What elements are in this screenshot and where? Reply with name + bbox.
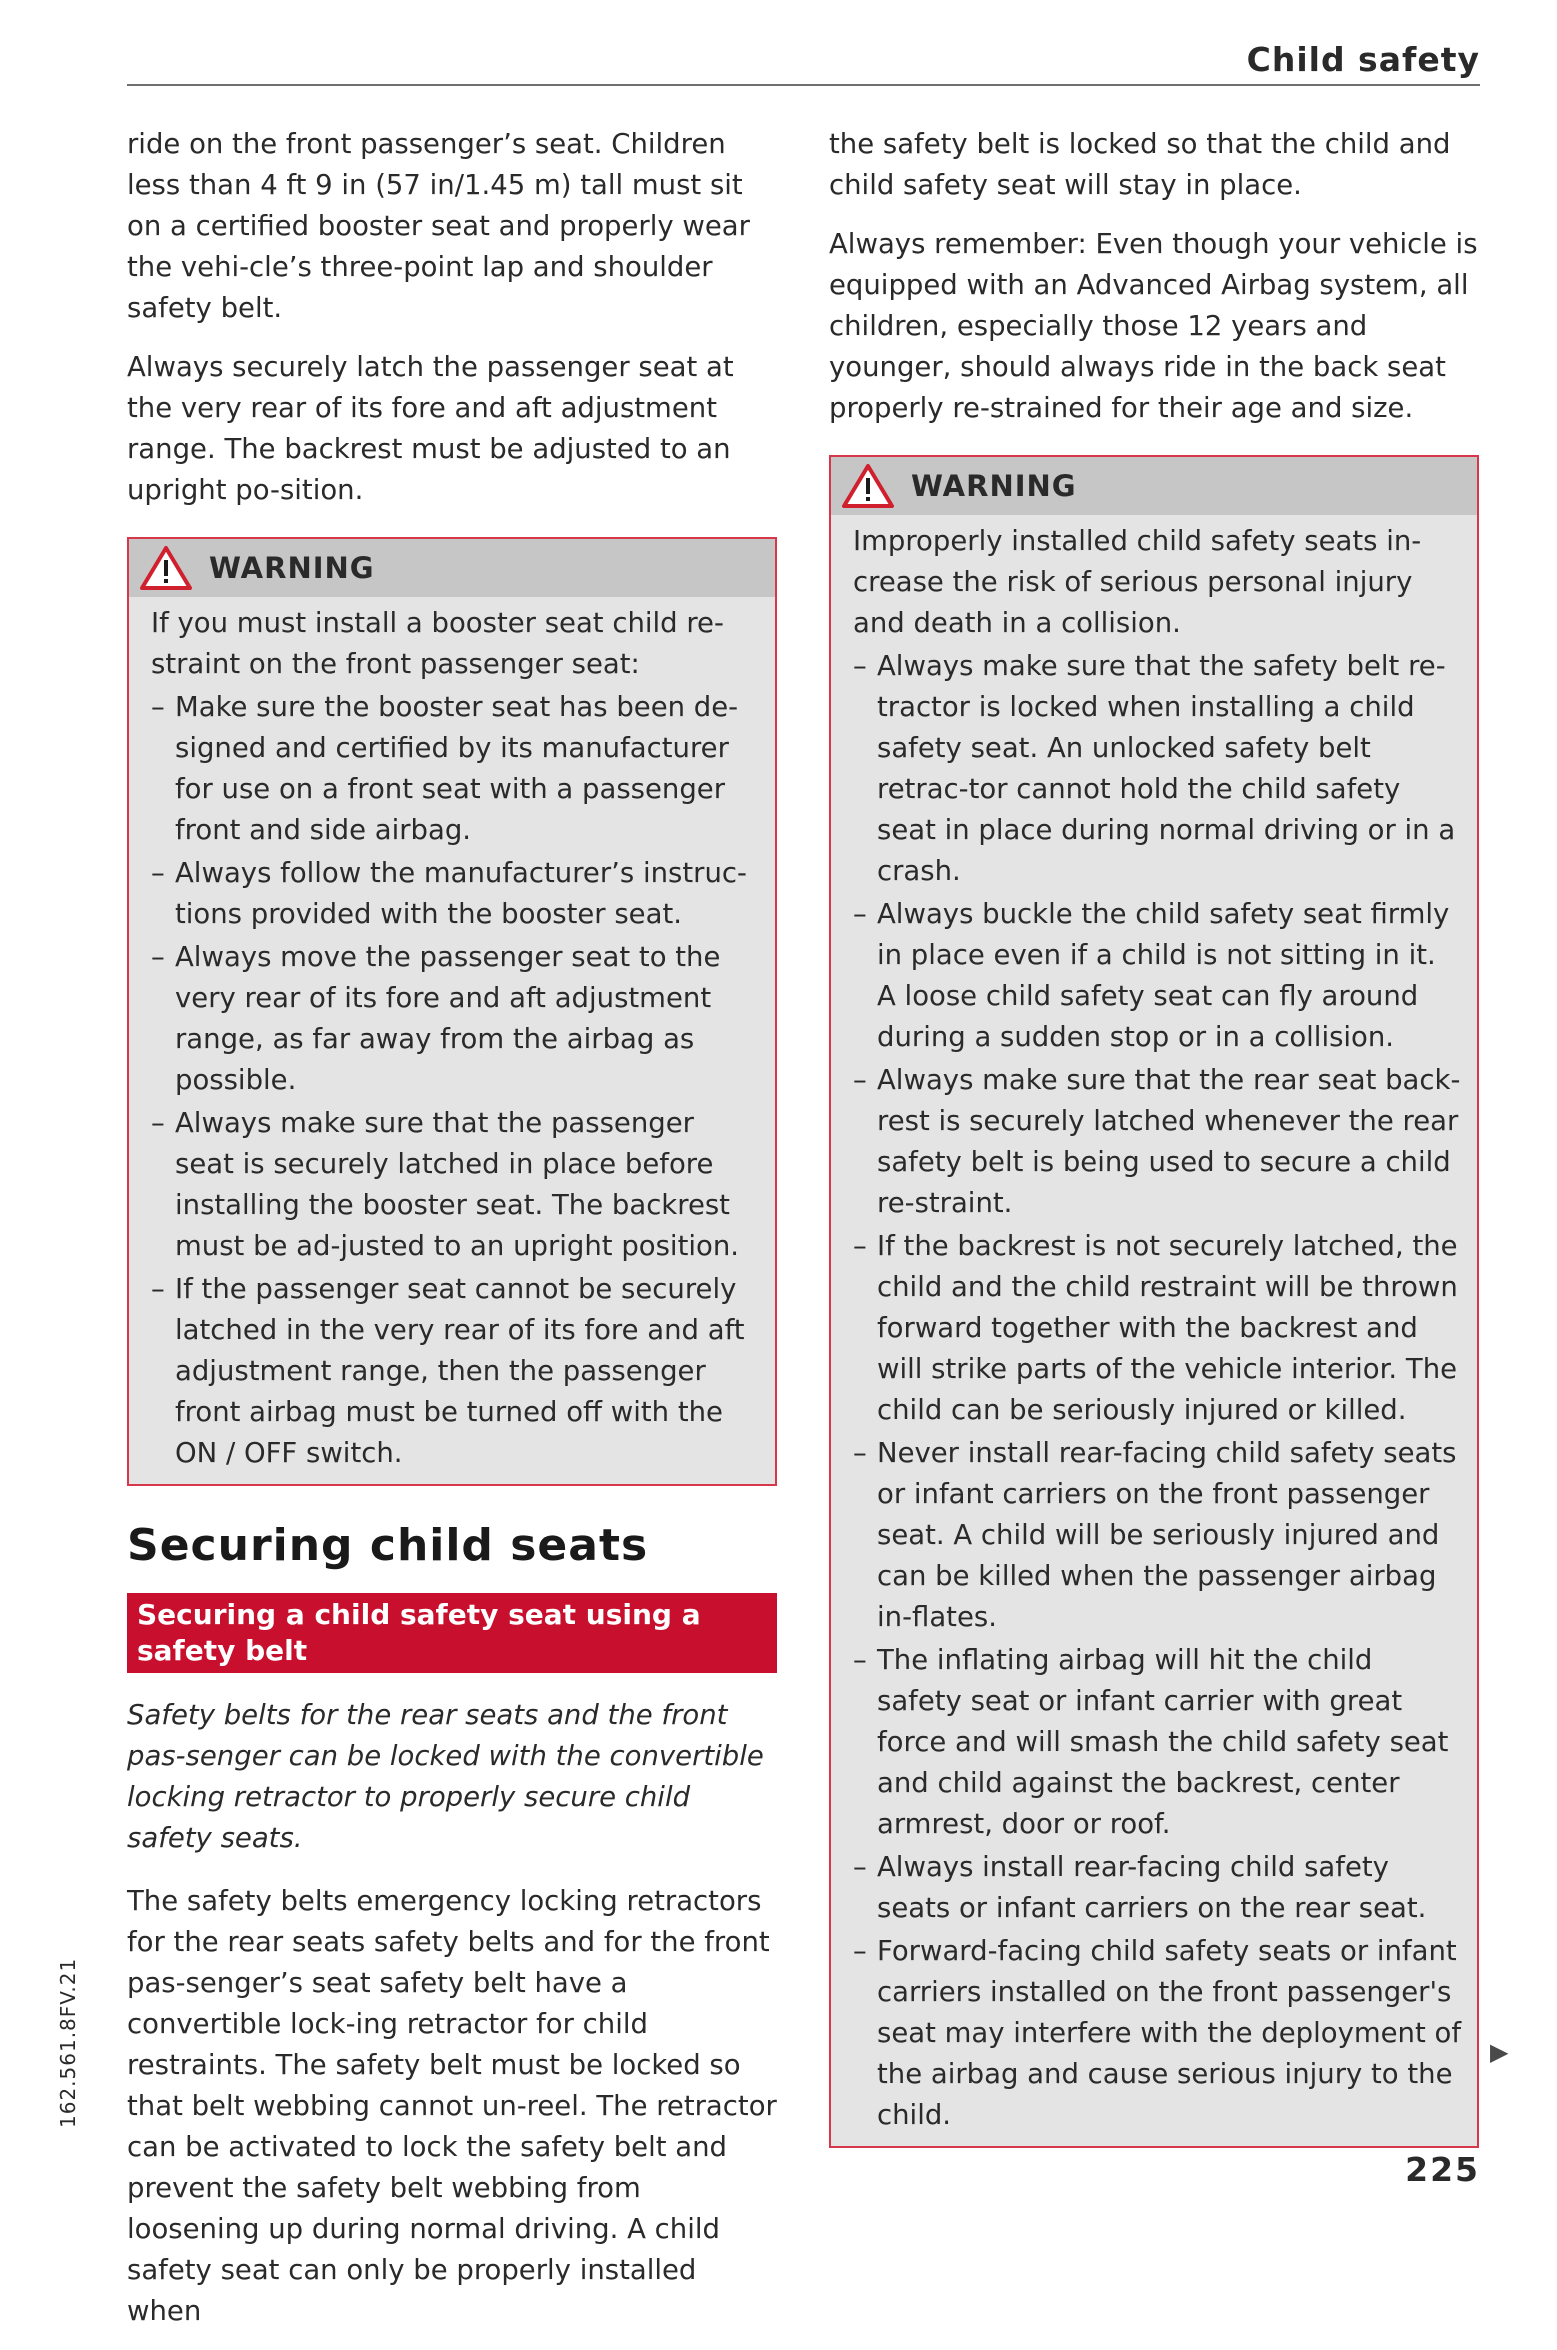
warning-box: [829, 455, 1479, 2148]
paragraph: ride on the front passenger’s seat. Children less than 4 ft 9 in (57 in/1.45 m) tall must sit on a certified booster seat and properly wear the vehi-cle’s three-point lap and shoulder safety belt.: [127, 128, 750, 324]
warning-header: [831, 457, 1477, 515]
paragraph: Always remember: Even though your vehicle is equipped with an Advanced Airbag system, all children, especially those 12 years and younger, should always ride in the back seat properly re-strained for their age and size.: [829, 228, 1478, 424]
list-item: – Always follow the manufacturer’s instruc-tions provided with the booster seat.: [151, 857, 747, 930]
warning-intro: Improperly installed child safety seats in-crease the risk of serious personal injury and death in a collision.: [853, 525, 1422, 639]
paragraph: Always securely latch the passenger seat at the very rear of its fore and aft adjustment range. The backrest must be adjusted to an upright po-sition.: [127, 351, 734, 506]
intro-paragraph: Safety belts for the rear seats and the front pas-senger can be locked with the convertible locking retractor to properly secure child safety seats.: [127, 1699, 764, 1854]
warning-body: [129, 597, 775, 1484]
warning-triangle-icon: [841, 463, 895, 509]
warning-header: [129, 539, 775, 597]
right-column: [829, 124, 1479, 2168]
list-item: – Forward-facing child safety seats or infant carriers installed on the front passenger's seat may interfere with the deployment of the airbag and cause serious injury to the child.: [853, 1935, 1462, 2131]
warning-box: [127, 537, 777, 1486]
left-column: [127, 124, 777, 2350]
page-number: 225: [1405, 2150, 1480, 2189]
list-item: – Always install rear-facing child safety seats or infant carriers on the rear seat.: [853, 1851, 1427, 1924]
list-item: – Make sure the booster seat has been de-signed and certified by its manufacturer for use on a front seat with a passenger front and side airbag.: [151, 691, 739, 846]
subsection-title: Securing a child safety seat using a safety belt: [127, 1593, 777, 1673]
list-item: – Always make sure that the rear seat back-rest is securely latched whenever the rear safety belt is being used to secure a child re-straint.: [853, 1064, 1461, 1219]
warning-triangle-icon: [139, 545, 193, 591]
section-title: Securing child seats: [127, 1520, 649, 1571]
list-item: – Always move the passenger seat to the very rear of its fore and aft adjustment range, as far away from the airbag as possible.: [151, 941, 721, 1096]
paragraph: the safety belt is locked so that the child and child safety seat will stay in place.: [829, 128, 1451, 201]
list-item: – Always make sure that the safety belt re-tractor is locked when installing a child safety seat. An unlocked safety belt retrac-tor cannot hold the child safety seat in place during normal driving or in a crash.: [853, 650, 1456, 887]
list-item: – Always buckle the child safety seat firmly in place even if a child is not sitting in it. A loose child safety seat can fly around during a sudden stop or in a collision.: [853, 898, 1450, 1053]
warning-body: [831, 515, 1477, 2146]
list-item: – Never install rear-facing child safety seats or infant carriers on the front passenger seat. A child will be seriously injured and can be killed when the passenger airbag in-flates.: [853, 1437, 1457, 1633]
warning-intro: If you must install a booster seat child re-straint on the front passenger seat:: [151, 607, 724, 680]
header-divider: [127, 84, 1480, 86]
warning-title: WARNING: [911, 469, 1077, 503]
warning-list: [151, 687, 761, 1474]
document-code: 162.561.8FV.21: [56, 1957, 80, 2128]
warning-list: [853, 646, 1463, 2136]
list-item: – If the passenger seat cannot be securely latched in the very rear of its fore and aft adjustment range, then the passenger front airbag must be turned off with the ON / OFF switch.: [151, 1273, 745, 1469]
list-item: – If the backrest is not securely latched, the child and the child restraint will be thrown forward together with the backrest and will strike parts of the vehicle interior. The child can be seriously injured or killed.: [853, 1230, 1458, 1426]
list-item: – Always make sure that the passenger seat is securely latched in place before installing the booster seat. The backrest must be ad-justed to an upright position.: [151, 1107, 739, 1262]
list-item: – The inflating airbag will hit the child safety seat or infant carrier with great force and will smash the child safety seat and child against the backrest, center armrest, door or roof.: [853, 1644, 1449, 1840]
warning-title: WARNING: [209, 551, 375, 585]
continue-arrow-icon: ▶: [1490, 2038, 1509, 2066]
page-header-title: Child safety: [1246, 40, 1480, 79]
body-paragraph: The safety belts emergency locking retractors for the rear seats safety belts and for the front pas-senger’s seat safety belt have a convertible lock-ing retractor for child restraints. The safety belt must be locked so that belt webbing cannot un-reel. The retractor can be activated to lock the safety belt and prevent the safety belt webbing from loosening up during normal driving. A child safety seat can only be properly installed when: [127, 1885, 777, 2327]
